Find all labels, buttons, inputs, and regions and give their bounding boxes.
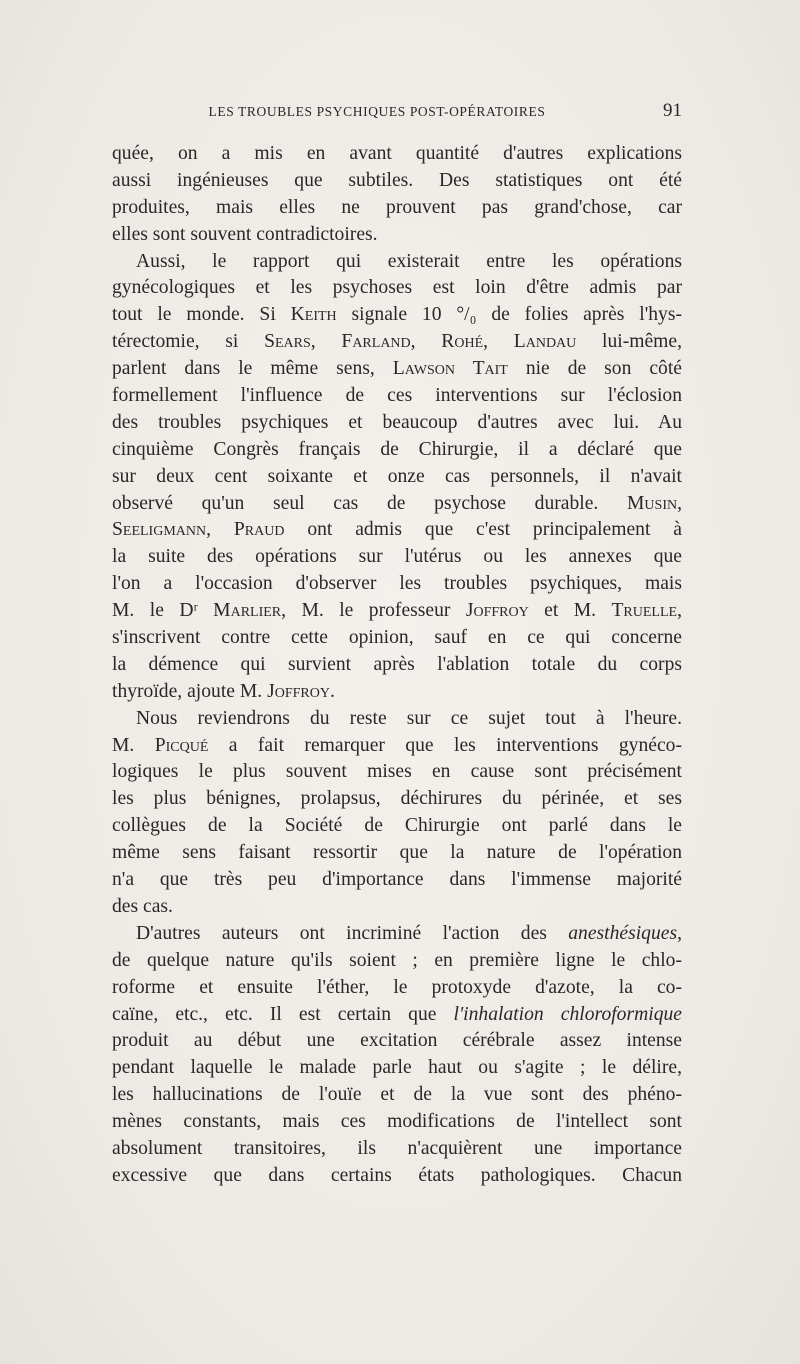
text-line xyxy=(112,383,682,410)
text-run: thyroïde, ajoute M. xyxy=(112,680,268,702)
text-run: elles sont souvent contradictoires. xyxy=(112,223,378,245)
text-line xyxy=(112,1002,682,1029)
running-title: LES TROUBLES PSYCHIQUES POST-OPÉRATOIRES xyxy=(208,104,546,119)
text-run: , xyxy=(677,600,682,622)
text-line xyxy=(112,652,682,679)
text-run: , M. le professeur xyxy=(281,600,466,622)
author-name: Truelle xyxy=(611,600,678,622)
text-line xyxy=(112,517,682,544)
text-line xyxy=(112,141,682,168)
author-name: Musin xyxy=(627,492,678,514)
text-run: sur deux cent soixante et onze cas personnels, il n'avait xyxy=(112,465,682,487)
text-run: et M. xyxy=(528,600,612,622)
text-run: lui-même, xyxy=(576,331,682,353)
text-line xyxy=(112,329,682,356)
text-line xyxy=(112,733,682,760)
author-name: Lawson Tait xyxy=(392,358,508,380)
text-run: les hallucinations de l'ouïe et de la vue sont des phéno- xyxy=(112,1084,682,1106)
text-run: observé qu'un seul cas de psychose durable. xyxy=(112,492,627,514)
text-run: aussi ingénieuses que subtiles. Des statistiques ont été xyxy=(112,169,682,191)
text-line xyxy=(112,491,682,518)
text-run: produit au début une excitation cérébrale assez intense xyxy=(112,1030,682,1052)
text-line xyxy=(112,867,682,894)
text-run: des cas. xyxy=(112,895,173,917)
text-run: même sens faisant ressortir que la nature de l'opération xyxy=(112,842,682,864)
text-run: ont admis que c'est principalement à xyxy=(284,519,682,541)
text-run: de quelque nature qu'ils soient ; en première ligne le chlo- xyxy=(112,949,682,971)
text-run: caïne, etc., etc. Il est certain que xyxy=(112,1003,454,1025)
text-run: nie de son côté xyxy=(507,358,682,380)
text-run: formellement l'influence de ces interventions sur l'éclosion xyxy=(112,385,682,407)
page-number: 91 xyxy=(663,100,682,121)
author-name: Praud xyxy=(233,519,285,541)
text-line xyxy=(112,302,682,329)
text-line xyxy=(112,894,682,921)
text-line xyxy=(112,437,682,464)
text-run: absolument transitoires, ils n'acquièrent une importance xyxy=(112,1137,682,1159)
text-run: , xyxy=(677,492,682,514)
author-name: Marlier xyxy=(213,600,282,622)
text-line xyxy=(112,948,682,975)
text-line xyxy=(112,356,682,383)
text-run: M. xyxy=(112,734,155,756)
author-name: Seeligmann xyxy=(112,519,207,541)
text-run: M. le Dʳ xyxy=(112,600,214,622)
text-line xyxy=(112,679,682,706)
text-line xyxy=(112,195,682,222)
text-run: pendant laquelle le malade parle haut ou s'agite ; le délire, xyxy=(112,1057,682,1079)
text-run: a fait remarquer que les interventions gynéco- xyxy=(208,734,682,756)
text-line xyxy=(112,1163,682,1190)
emphasis-text: l'inhalation chloroformique xyxy=(453,1003,682,1025)
text-line xyxy=(112,813,682,840)
text-run: D'autres auteurs ont incriminé l'action des xyxy=(136,922,569,944)
author-name: Sears xyxy=(264,331,311,353)
text-run: mènes constants, mais ces modifications de l'intellect sont xyxy=(112,1111,682,1133)
author-name: Joffroy xyxy=(267,680,330,702)
text-line xyxy=(112,786,682,813)
author-name: Landau xyxy=(513,331,577,353)
author-name: Rohé xyxy=(441,331,484,353)
text-line xyxy=(112,598,682,625)
text-run: la démence qui survient après l'ablation totale du corps xyxy=(112,653,682,675)
text-run: . xyxy=(329,680,335,702)
text-run: Aussi, le rapport qui existerait entre les opérations xyxy=(136,250,682,272)
text-run: gynécologiques et les psychoses est loin d'être admis par xyxy=(112,277,682,299)
text-run: cinquième Congrès français de Chirurgie, il a déclaré que xyxy=(112,438,682,460)
text-run: des troubles psychiques et beaucoup d'autres avec lui. Au xyxy=(112,411,682,433)
text-run: n'a que très peu d'importance dans l'immense majorité xyxy=(112,869,682,891)
text-line xyxy=(112,975,682,1002)
text-run: signale 10 °/₀ de folies après l'hys- xyxy=(336,304,682,326)
text-line xyxy=(112,625,682,652)
text-run: roforme et ensuite l'éther, le protoxyde d'azote, la co- xyxy=(112,976,682,998)
text-line xyxy=(112,1028,682,1055)
running-head xyxy=(112,100,682,124)
text-run: Nous reviendrons du reste sur ce sujet tout à l'heure. xyxy=(136,707,682,729)
text-line xyxy=(112,544,682,571)
text-line xyxy=(112,759,682,786)
text-run: , xyxy=(483,331,514,353)
text-run: , xyxy=(206,519,234,541)
text-run: parlent dans le même sens, xyxy=(112,358,393,380)
text-line xyxy=(112,168,682,195)
author-name: Farland xyxy=(341,331,411,353)
text-line xyxy=(112,1082,682,1109)
text-line xyxy=(112,1055,682,1082)
text-line xyxy=(112,921,682,948)
text-line xyxy=(112,410,682,437)
text-run: , xyxy=(310,331,342,353)
text-run: collègues de la Société de Chirurgie ont parlé dans le xyxy=(112,815,682,837)
author-name: Joffroy xyxy=(465,600,529,622)
text-run: s'inscrivent contre cette opinion, sauf en ce qui concerne xyxy=(112,627,682,649)
body-text xyxy=(112,141,682,1190)
author-name: Picqué xyxy=(154,734,209,756)
text-line xyxy=(112,1136,682,1163)
text-line xyxy=(112,1109,682,1136)
author-name: Keith xyxy=(290,304,337,326)
text-run: , xyxy=(677,922,682,944)
text-line xyxy=(112,840,682,867)
text-run: logiques le plus souvent mises en cause sont précisément xyxy=(112,761,682,783)
text-run: térectomie, si xyxy=(112,331,265,353)
text-run: quée, on a mis en avant quantité d'autres explications xyxy=(112,143,682,164)
text-run: tout le monde. Si xyxy=(112,304,291,326)
text-line xyxy=(112,222,682,249)
emphasis-text: anesthésiques xyxy=(568,922,678,944)
text-run: , xyxy=(410,331,442,353)
text-line xyxy=(112,706,682,733)
text-run: les plus bénignes, prolapsus, déchirures du périnée, et ses xyxy=(112,788,682,810)
text-run: produites, mais elles ne prouvent pas grand'chose, car xyxy=(112,196,682,218)
text-run: excessive que dans certains états pathologiques. Chacun xyxy=(112,1164,682,1186)
text-line xyxy=(112,571,682,598)
text-run: l'on a l'occasion d'observer les troubles psychiques, mais xyxy=(112,573,682,595)
text-line xyxy=(112,249,682,276)
text-line xyxy=(112,275,682,302)
text-line xyxy=(112,464,682,491)
text-run: la suite des opérations sur l'utérus ou les annexes que xyxy=(112,546,682,568)
